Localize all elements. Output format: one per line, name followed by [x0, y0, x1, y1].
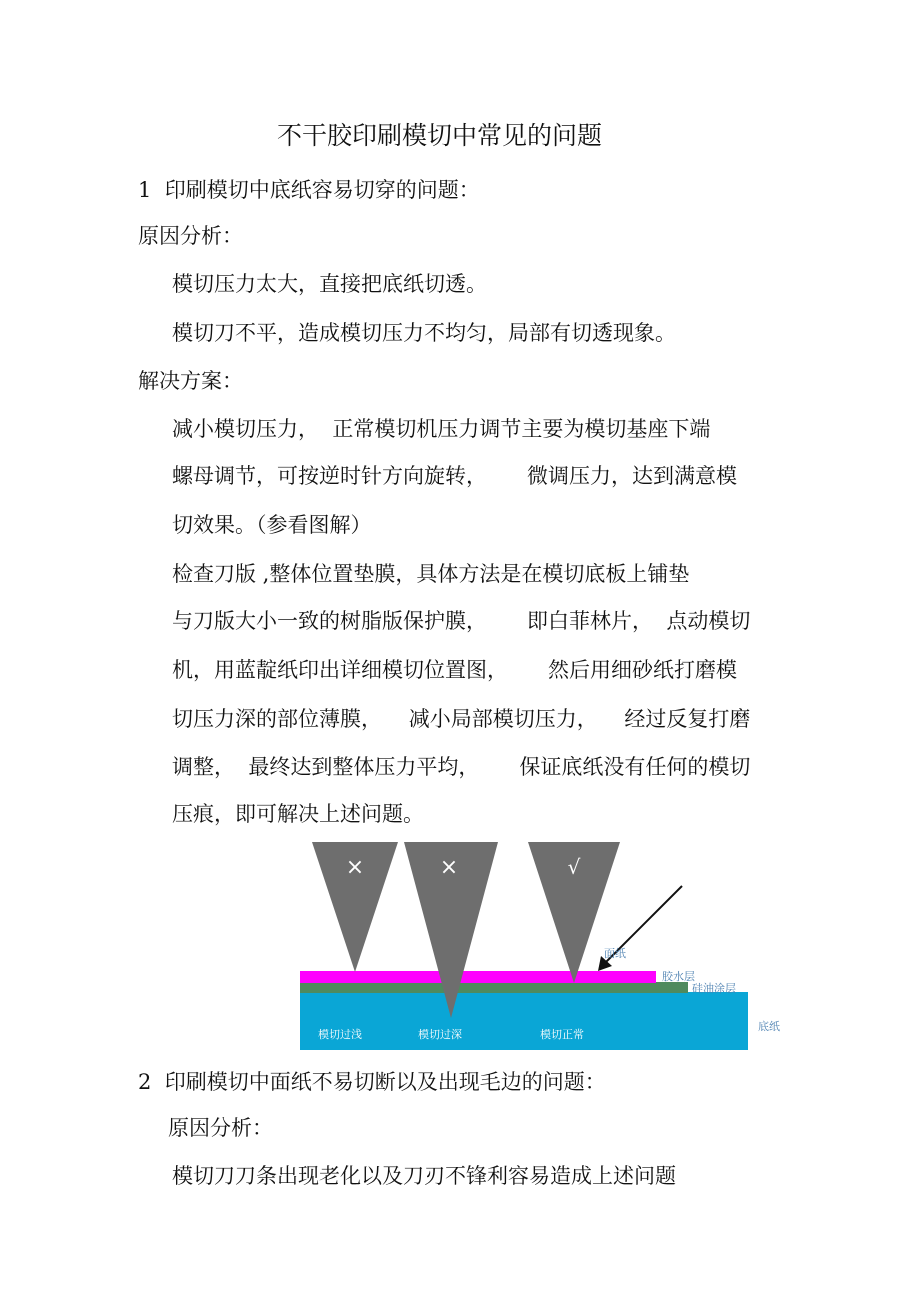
- liner-layer: [300, 992, 748, 1050]
- silicone-layer: [300, 982, 688, 993]
- section1-solution-label: 解决方案：: [138, 369, 243, 393]
- solution1-line-3: 切效果。（参看图解）: [172, 513, 372, 537]
- solution1-line-1: 减小模切压力， 正常模切机压力调节主要为模切基座下端: [172, 417, 711, 441]
- mark-deep: ×: [439, 855, 459, 880]
- face-adhesive-layer: [300, 971, 656, 983]
- solution2-line-5: 调整， 最终达到整体压力平均， 保证底纸没有任何的模切: [172, 755, 751, 779]
- section2-cause-label: 原因分析：: [168, 1116, 273, 1140]
- die-cut-depth-diagram: [300, 840, 784, 1052]
- cut-label-deep: 模切过深: [418, 1028, 462, 1041]
- solution2-line-4: 切压力深的部位薄膜， 减小局部模切压力， 经过反复打磨: [172, 707, 751, 731]
- label-silicone: 硅油涂层: [692, 982, 736, 995]
- label-face: 面纸: [604, 947, 626, 960]
- section1-cause-label: 原因分析：: [138, 224, 243, 248]
- solution2-line-3: 机，用蓝靛纸印出详细模切位置图， 然后用细砂纸打磨模: [172, 658, 738, 682]
- mark-normal: √: [567, 855, 581, 879]
- section1-cause-2: 模切刀不平，造成模切压力不均匀，局部有切透现象。: [172, 321, 676, 345]
- label-adhesive: 胶水层: [662, 970, 695, 983]
- solution1-line-2: 螺母调节，可按逆时针方向旋转， 微调压力，达到满意模: [172, 464, 738, 488]
- solution2-line-6: 压痕，即可解决上述问题。: [172, 802, 424, 826]
- section1-cause-1: 模切压力太大，直接把底纸切透。: [172, 272, 487, 296]
- cut-label-shallow: 模切过浅: [318, 1028, 362, 1041]
- solution2-line-2: 与刀版大小一致的树脂版保护膜， 即白菲林片， 点动模切: [172, 609, 751, 633]
- cut-label-normal: 模切正常: [540, 1028, 584, 1041]
- solution2-line-1: 检查刀版 ,整体位置垫膜，具体方法是在模切底板上铺垫: [172, 562, 690, 586]
- mark-shallow: ×: [345, 855, 365, 880]
- section2-heading: 2 印刷模切中面纸不易切断以及出现毛边的问题：: [138, 1070, 606, 1094]
- page-title: 不干胶印刷模切中常见的问题: [277, 121, 603, 150]
- label-liner: 底纸: [758, 1020, 780, 1033]
- section2-cause: 模切刀刀条出现老化以及刀刃不锋利容易造成上述问题: [172, 1164, 676, 1188]
- section1-heading: 1 印刷模切中底纸容易切穿的问题：: [138, 178, 480, 202]
